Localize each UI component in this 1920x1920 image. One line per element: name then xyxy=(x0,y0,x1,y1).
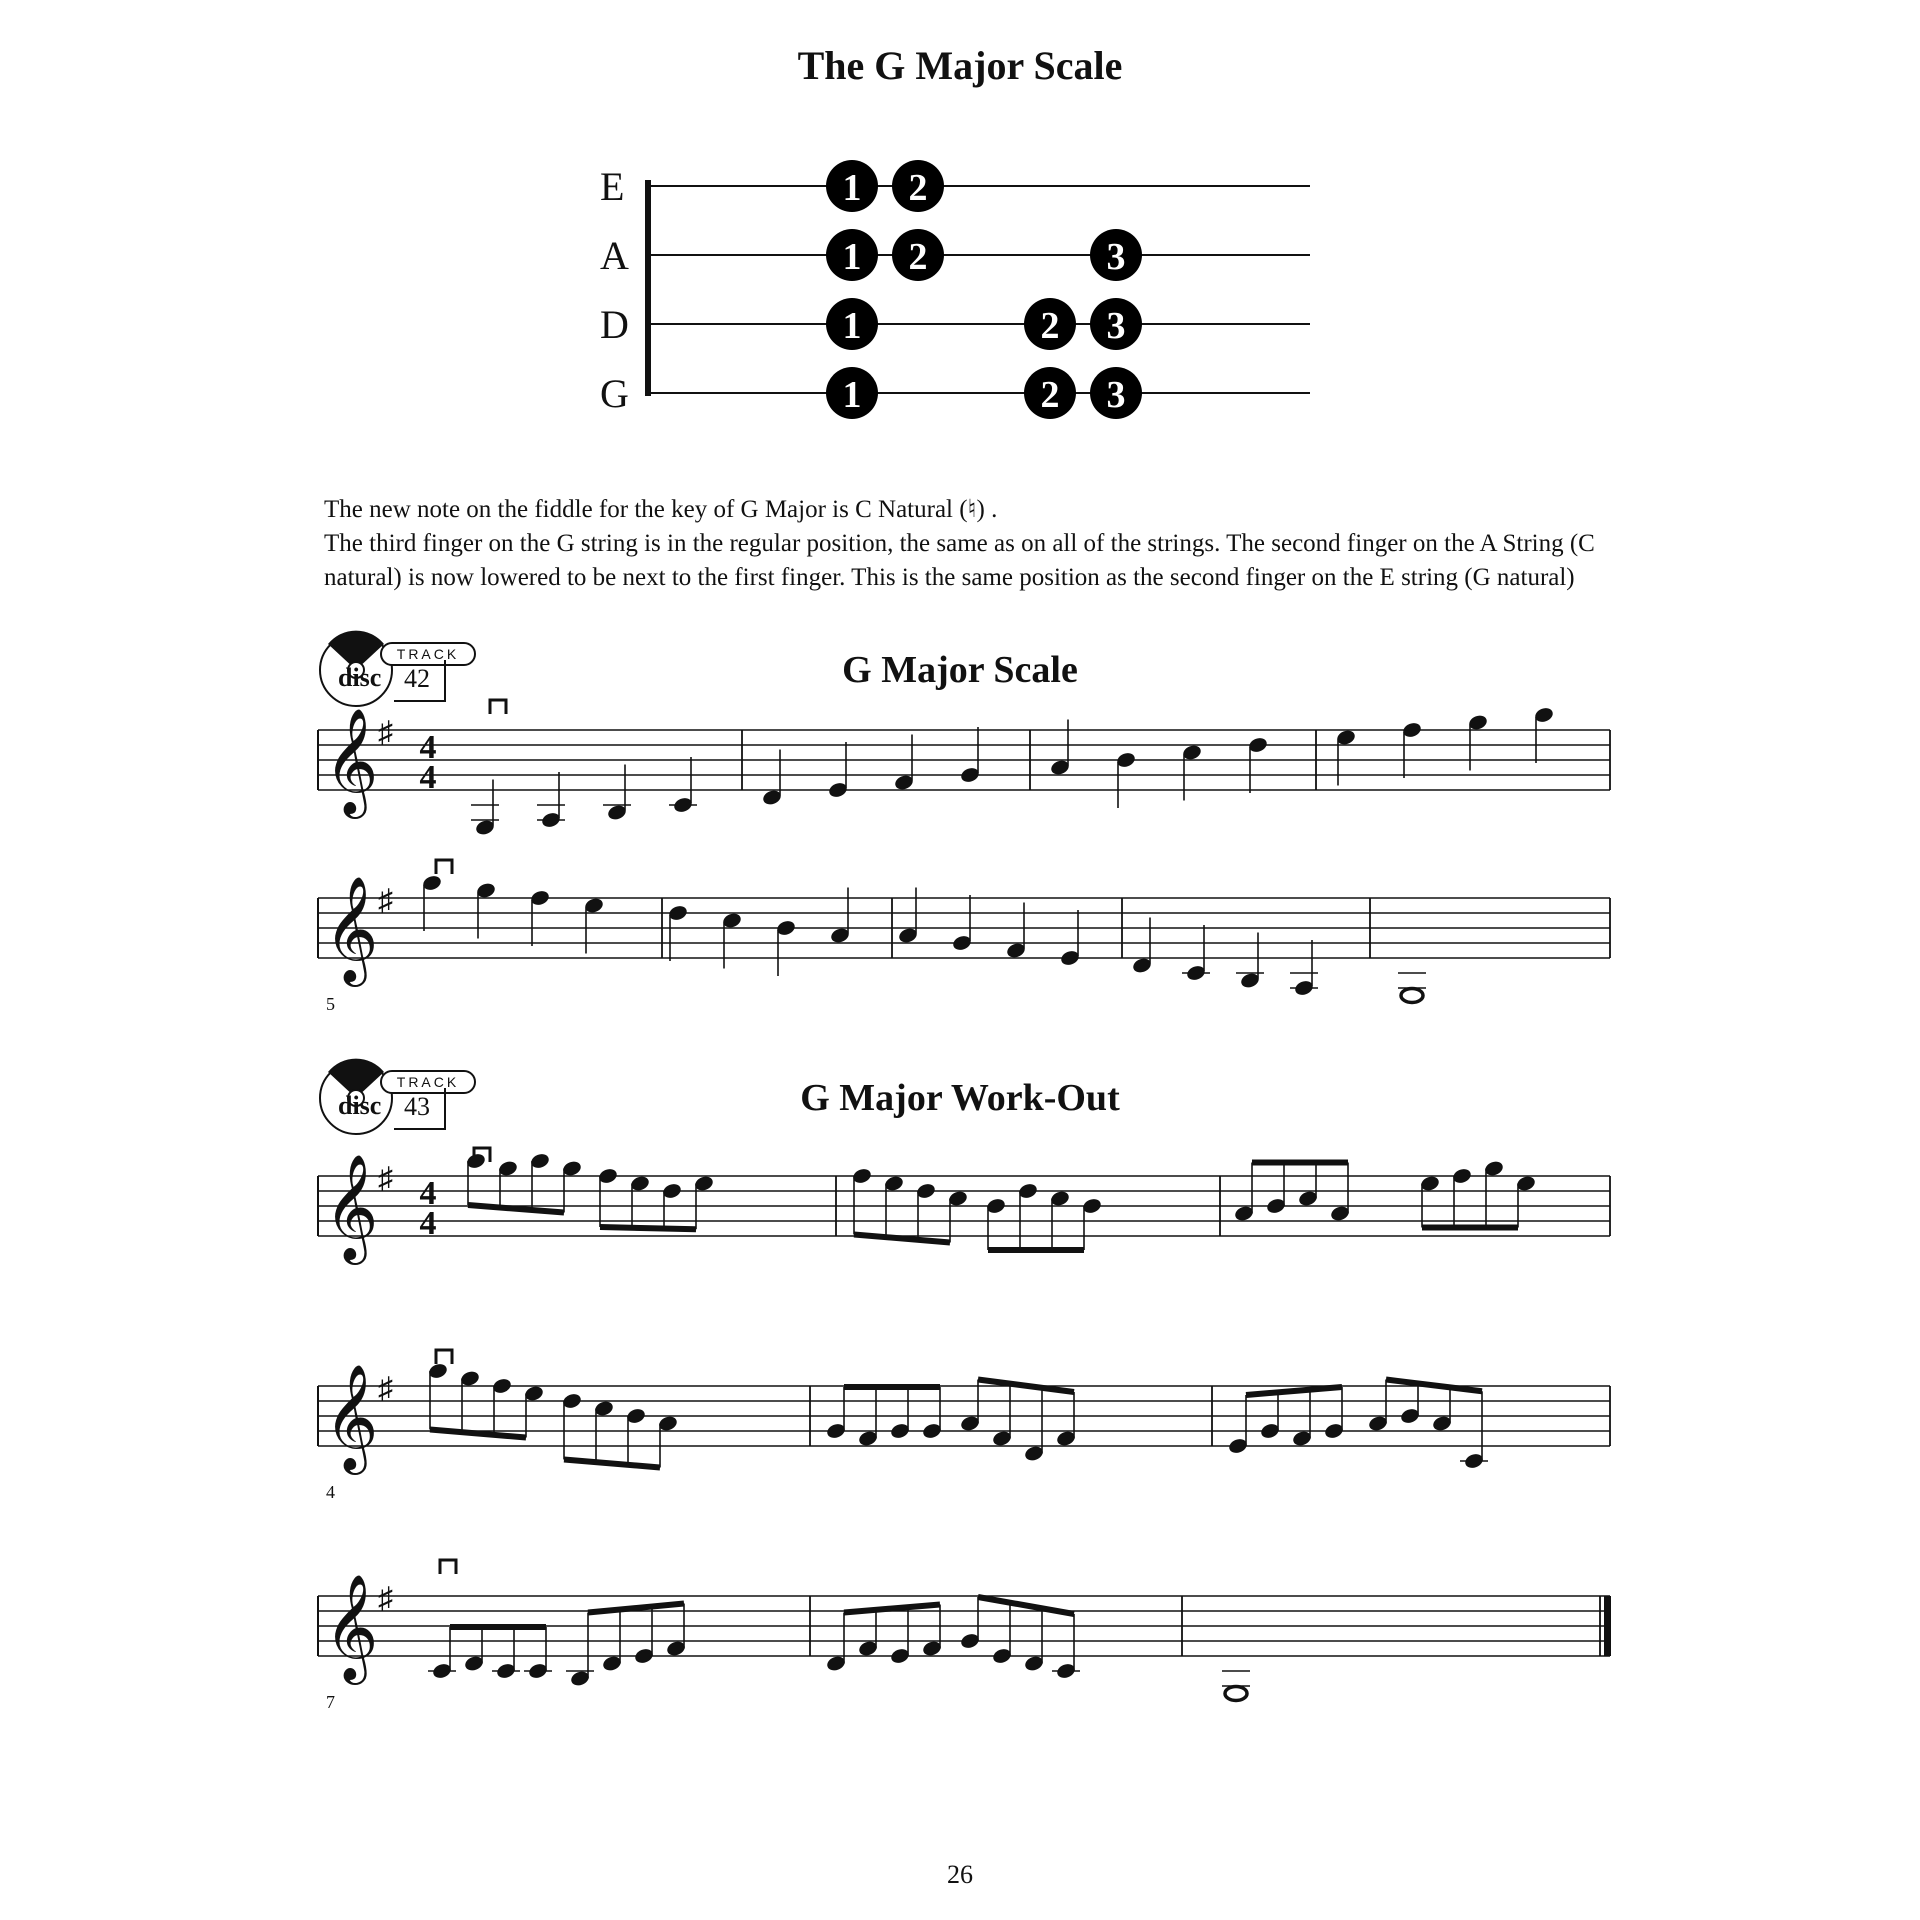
note xyxy=(524,1662,552,1680)
note xyxy=(1182,925,1210,982)
finger-2-marker xyxy=(892,160,944,212)
note xyxy=(1533,706,1554,763)
section-title-g-major-scale: G Major Scale xyxy=(842,649,1078,691)
note xyxy=(1049,720,1070,777)
page-title: The G Major Scale xyxy=(797,43,1123,88)
note xyxy=(1052,1662,1080,1680)
note xyxy=(1460,1452,1488,1470)
section-title-g-major-work-out: G Major Work-Out xyxy=(800,1077,1120,1119)
svg-text:2: 2 xyxy=(1040,374,1060,416)
string-label-A: A xyxy=(600,233,629,278)
treble-clef-icon: 𝄞 xyxy=(324,1156,379,1258)
intro-line-1: The new note on the fiddle for the key of G Major is C Natural (♮) . xyxy=(324,496,998,523)
note xyxy=(775,919,796,976)
measure-number: 4 xyxy=(326,1482,335,1502)
treble-clef-icon: 𝄞 xyxy=(324,1576,379,1678)
note xyxy=(421,874,442,931)
string-label-G: G xyxy=(600,371,629,416)
staff-system-3 xyxy=(310,1120,1620,1280)
svg-text:3: 3 xyxy=(1106,305,1126,347)
staff-system-1 xyxy=(310,690,1620,850)
note xyxy=(583,896,604,953)
note xyxy=(1131,918,1152,975)
note xyxy=(667,904,688,961)
measure-number: 7 xyxy=(326,1692,335,1712)
note xyxy=(475,881,496,938)
track-number: 42 xyxy=(404,664,430,693)
note xyxy=(1181,743,1202,800)
down-bow-icon xyxy=(490,700,506,714)
note xyxy=(827,742,848,799)
time-signature-bottom: 4 xyxy=(419,1205,437,1242)
finger-2-marker xyxy=(1024,367,1076,419)
intro-line-2: The third finger on the G string is in the regular position, the same as on all of the strings. The second finger on the A String (C natural) is now lowered to be next to the first finger. This is the same position as the second finger on the E string (G natural) xyxy=(324,530,1595,591)
finger-3-marker xyxy=(1090,367,1142,419)
staff-system-4 xyxy=(310,1330,1620,1502)
note xyxy=(897,888,918,945)
note xyxy=(893,735,914,792)
note xyxy=(761,750,782,807)
string-label-D: D xyxy=(600,302,629,347)
note xyxy=(1290,940,1318,997)
svg-text:3: 3 xyxy=(1106,236,1126,278)
finger-2-marker xyxy=(892,229,944,281)
down-bow-icon xyxy=(436,860,452,874)
note xyxy=(829,888,850,945)
time-signature-bottom: 4 xyxy=(419,759,437,796)
page-number: 26 xyxy=(947,1860,973,1889)
track-label: TRACK xyxy=(380,642,476,666)
svg-text:1: 1 xyxy=(842,236,862,278)
note xyxy=(603,765,631,822)
staff-system-2 xyxy=(310,850,1620,1020)
note xyxy=(566,1669,594,1687)
svg-text:2: 2 xyxy=(908,236,928,278)
note xyxy=(959,727,980,784)
svg-text:1: 1 xyxy=(842,374,862,416)
note xyxy=(537,772,565,829)
note xyxy=(492,1662,520,1680)
note xyxy=(1115,751,1136,808)
note xyxy=(529,889,550,946)
note xyxy=(1247,736,1268,793)
note xyxy=(1222,1671,1250,1701)
note xyxy=(1467,713,1488,770)
down-bow-icon xyxy=(436,1350,452,1364)
staff-system-5 xyxy=(310,1540,1620,1710)
note xyxy=(1059,910,1080,967)
key-signature-sharp-icon: ♯ xyxy=(378,1582,393,1615)
key-signature-sharp-icon: ♯ xyxy=(378,1372,393,1405)
note xyxy=(721,911,742,968)
time-signature-top: 4 xyxy=(419,1175,437,1212)
finger-1-marker xyxy=(826,229,878,281)
finger-1-marker xyxy=(826,160,878,212)
down-bow-icon xyxy=(440,1560,456,1574)
track-label: TRACK xyxy=(380,1070,476,1094)
measure-number: 5 xyxy=(326,994,335,1014)
finger-3-marker xyxy=(1090,229,1142,281)
finger-1-marker xyxy=(826,298,878,350)
svg-text:disc: disc xyxy=(338,663,382,692)
note xyxy=(669,757,697,814)
finger-1-marker xyxy=(826,367,878,419)
svg-text:2: 2 xyxy=(1040,305,1060,347)
svg-text:disc: disc xyxy=(338,1091,382,1120)
note xyxy=(471,780,499,837)
note xyxy=(1335,728,1356,785)
key-signature-sharp-icon: ♯ xyxy=(378,1162,393,1195)
svg-text:3: 3 xyxy=(1106,374,1126,416)
finger-3-marker xyxy=(1090,298,1142,350)
svg-text:1: 1 xyxy=(842,167,862,209)
key-signature-sharp-icon: ♯ xyxy=(378,716,393,749)
treble-clef-icon: 𝄞 xyxy=(324,710,379,812)
svg-text:2: 2 xyxy=(908,167,928,209)
intro-paragraph xyxy=(324,493,1624,595)
treble-clef-icon: 𝄞 xyxy=(324,878,379,980)
finger-2-marker xyxy=(1024,298,1076,350)
key-signature-sharp-icon: ♯ xyxy=(378,884,393,917)
time-signature-top: 4 xyxy=(419,729,437,766)
note xyxy=(1401,721,1422,778)
svg-text:1: 1 xyxy=(842,305,862,347)
treble-clef-icon: 𝄞 xyxy=(324,1366,379,1468)
note xyxy=(1398,973,1426,1003)
fingering-chart xyxy=(580,150,1340,430)
note xyxy=(428,1662,456,1680)
note xyxy=(1005,903,1026,960)
track-number: 43 xyxy=(404,1092,430,1121)
note xyxy=(951,895,972,952)
string-label-E: E xyxy=(600,164,625,209)
note xyxy=(1236,933,1264,990)
